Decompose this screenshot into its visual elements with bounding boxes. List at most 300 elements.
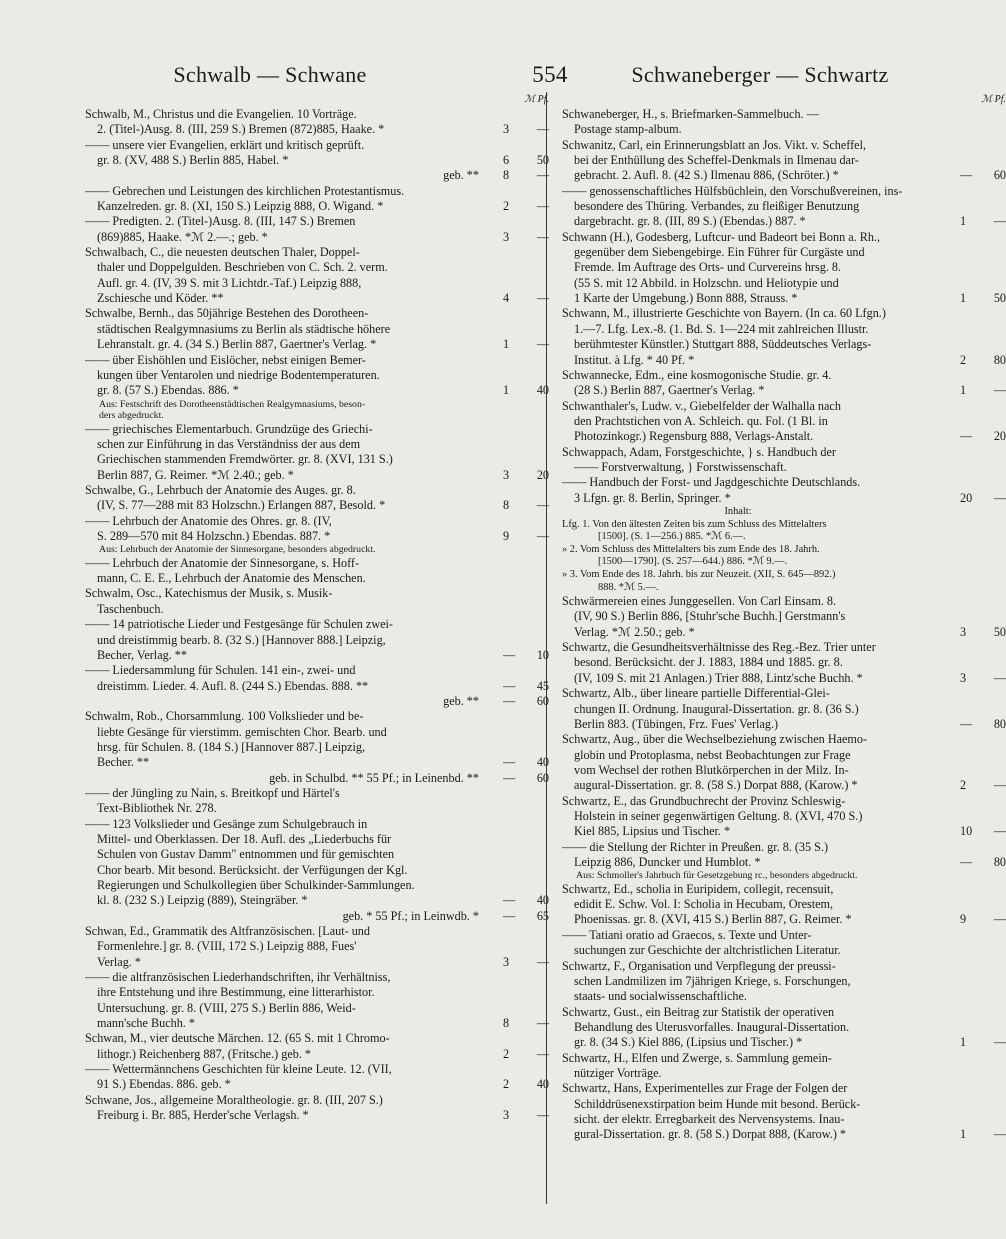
running-head-left: Schwalb — Schwane — [173, 62, 367, 87]
entry-line: 1 Karte der Umgebung.) Bonn 888, Strauss. * — [574, 291, 798, 306]
price-pfennig: — — [993, 912, 1006, 927]
price-marks: 8 — [503, 168, 510, 183]
entry-line: Chor bearb. Mit besond. Berücksicht. der Verfügungen der Kgl. — [97, 862, 408, 877]
entry-price — [954, 168, 1006, 183]
entry-line: [1500—1790]. (S. 257—644.) 886. *ℳ 9.—. — [598, 556, 788, 568]
price-marks: 3 — [503, 122, 510, 137]
price-marks: — — [960, 716, 973, 731]
catalog-entry — [85, 970, 549, 1031]
price-pfennig: — — [536, 1108, 549, 1123]
entry-line: schen Landmilizen im 7jährigen Kriege, s. Forschungen, — [574, 973, 851, 988]
entry-price — [497, 648, 549, 663]
entry-line: (IV, S. 77—288 mit 83 Holzschn.) Erlangen 887, Besold. * — [97, 498, 386, 513]
entry-line: —— Wettermännchens Geschichten für kleine Leute. 12. (VII, — [85, 1062, 392, 1077]
entry-price — [497, 1047, 549, 1062]
entry-line: Schwannecke, Edm., eine kosmogonische Studie. gr. 4. — [562, 367, 832, 382]
catalog-entry — [85, 786, 541, 817]
entry-line: Schwartz, F., Organisation und Verpflegung der preussi- — [562, 958, 836, 973]
catalog-entry — [562, 107, 962, 138]
entry-line: —— Lehrbuch der Anatomie der Sinnesorgane, s. Hoff- — [85, 555, 360, 570]
price-pfennig: 60 — [993, 168, 1006, 183]
entry-line: Regierungen und Schulkollegien über Schulkinder-Sammlungen. — [97, 878, 415, 892]
entry-line: Kanzelreden. gr. 8. (XI, 150 S.) Leipzig 888, O. Wigand. * — [97, 199, 384, 214]
entry-line: —— Gebrechen und Leistungen des kirchlichen Protestantismus. — [85, 183, 405, 198]
entry-line: » 3. Vom Ende des 18. Jahrh. bis zur Neuzeit. (XII, S. 645—892.) — [562, 568, 836, 580]
catalog-entry — [85, 513, 549, 545]
entry-line: besond. Berücksicht. der J. 1883, 1884 und 1885. gr. 8. — [574, 655, 843, 670]
entry-line: Berlin 887, G. Reimer. *ℳ 2.40.; geb. * — [97, 467, 294, 482]
catalog-entry — [562, 686, 1006, 732]
entry-line: —— genossenschaftliches Hülfsbüchlein, den Vorschußvereinen, ins- — [562, 183, 903, 198]
entry-line: gegenüber dem Siebengebirge. Ein Führer für Curgäste und — [574, 245, 865, 260]
entry-line: Behandlung des Uterusvorfalles. Inaugural-Dissertation. — [574, 1019, 850, 1034]
catalog-entry — [562, 959, 962, 1005]
catalog-entry — [85, 352, 549, 399]
entry-line: Becher. ** — [97, 755, 150, 770]
entry-price — [954, 671, 1006, 686]
price-marks: 3 — [960, 670, 967, 685]
entry-price — [497, 771, 549, 786]
entry-line: lithogr.) Reichenberg 887, (Fritsche.) geb. * — [97, 1046, 312, 1061]
price-marks: 3 — [960, 624, 967, 639]
entry-line: Aus: Schmoller's Jahrbuch für Gesetzgebung rc., besonders abgedruckt. — [576, 870, 858, 882]
price-pfennig: — — [536, 122, 549, 137]
entry-line: liebte Gesänge für vierstimm. gemischten Chor. Bearb. und — [97, 724, 387, 739]
entry-line: edidit E. Schw. Vol. I: Scholia in Hecubam, Orestem, — [574, 897, 834, 912]
entry-line: ders abgedruckt. — [99, 410, 164, 422]
entry-line: Kiel 885, Lipsius und Tischer. * — [574, 824, 731, 839]
entry-line: bei der Enthüllung des Scheffel-Denkmals in Ilmenau dar- — [574, 153, 859, 168]
entry-line: (55 S. mit 12 Abbild. in Holzschn. und Heliotypie und — [574, 275, 839, 290]
entry-line: —— die Stellung der Richter in Preußen. gr. 8. (35 S.) — [562, 839, 829, 854]
catalog-entry — [85, 482, 549, 514]
entry-line: Schwartz, Ed., scholia in Euripidem, collegit, recensuit, — [562, 881, 834, 896]
price-pfennig: 65 — [536, 908, 549, 923]
entry-price — [954, 383, 1006, 398]
price-pfennig: 80 — [993, 716, 1006, 731]
price-marks: 2 — [960, 352, 967, 367]
catalog-entry — [562, 367, 1006, 399]
price-marks: 8 — [503, 498, 510, 513]
entry-line: mann, C. E. E., Lehrbuch der Anatomie des Menschen. — [97, 571, 366, 586]
entry-line: 91 S.) Ebendas. 886. geb. * — [97, 1077, 231, 1092]
entry-price — [497, 529, 549, 544]
catalog-entry — [85, 693, 549, 709]
entry-line: —— Predigten. 2. (Titel-)Ausg. 8. (III, 147 S.) Bremen — [85, 214, 356, 229]
price-marks: — — [503, 755, 516, 770]
entry-price — [954, 824, 1006, 839]
entry-line: Institut. à Lfg. * 40 Pf. * — [574, 352, 695, 367]
entry-line: nütziger Vorträge. — [574, 1065, 662, 1080]
price-pfennig: 60 — [536, 770, 549, 785]
page-number: 554 — [532, 62, 568, 87]
catalog-entry — [562, 306, 1006, 367]
price-marks: 2 — [503, 1046, 510, 1061]
entry-line: Schwaneberger, H., s. Briefmarken-Sammelbuch. — — [562, 107, 819, 121]
price-pfennig: — — [536, 528, 549, 543]
price-pfennig: — — [993, 214, 1006, 229]
entry-line: Schwane, Jos., allgemeine Moraltheologie. gr. 8. (III, 207 S.) — [85, 1092, 383, 1107]
entry-price — [497, 1077, 549, 1092]
price-pfennig: 50 — [536, 153, 549, 168]
catalog-entry — [562, 928, 962, 959]
entry-line: ihre Entstehung und ihre Bestimmung, eine litterarhistor. — [97, 985, 375, 1000]
entry-line: Mittel- und Oberklassen. Der 18. Aufl. des „Liederbuchs für — [97, 831, 392, 846]
price-pfennig: — — [993, 824, 1006, 839]
entry-line: Schwartz, Aug., über die Wechselbeziehung zwischen Haemo- — [562, 732, 868, 747]
entry-line: Formenlehre.] gr. 8. (VIII, 172 S.) Leipzig 888, Fues' — [97, 939, 357, 954]
entry-line: Schwartz, H., Elfen und Zwerge, s. Sammlung gemein- — [562, 1050, 832, 1065]
price-pfennig: — — [536, 229, 549, 244]
price-pfennig: — — [993, 1127, 1006, 1142]
price-marks: 2 — [503, 1077, 510, 1092]
entry-line: (IV, 109 S. mit 21 Anlagen.) Trier 888, Lintz'sche Buchh. * — [574, 670, 863, 685]
entry-line: dreistimm. Lieder. 4. Aufl. 8. (244 S.) Ebendas. 888. ** — [97, 678, 369, 693]
entry-line: —— griechisches Elementarbuch. Grundzüge des Griechi- — [85, 421, 373, 436]
price-marks: 1 — [960, 1127, 967, 1142]
entry-line: (IV, 90 S.) Berlin 886, [Stuhr'sche Buchh.] Gerstmann's — [574, 609, 846, 624]
price-pfennig: — — [536, 954, 549, 969]
price-marks: 1 — [503, 383, 510, 398]
entry-line: Schwartz, Gust., ein Beitrag zur Statistik der operativen — [562, 1004, 835, 1019]
entry-line: Leipzig 886, Duncker und Humblot. * — [574, 854, 761, 869]
price-pfennig: — — [993, 670, 1006, 685]
entry-price — [497, 168, 549, 183]
entry-line: Schulen von Gustav Damm" entnommen und für gemischten — [97, 847, 395, 862]
entry-price — [497, 909, 549, 924]
entry-line: thaler und Doppelgulden. Beschrieben von C. Sch. 2. verm. — [97, 260, 388, 275]
entry-line: hrsg. für Schulen. 8. (184 S.) [Hannover 887.] Leipzig, — [97, 739, 366, 754]
entry-price — [954, 625, 1006, 640]
entry-price — [954, 1035, 1006, 1050]
entry-line: Freiburg i. Br. 885, Herder'sche Verlagsh. * — [97, 1108, 309, 1123]
entry-note — [85, 399, 541, 422]
price-pfennig: 40 — [536, 755, 549, 770]
catalog-entry — [85, 663, 549, 694]
entry-price — [497, 291, 549, 306]
entry-line: Untersuchung. gr. 8. (VIII, 275 S.) Berlin 886, Weid- — [97, 1000, 356, 1015]
price-pfennig: 60 — [536, 693, 549, 708]
catalog-entry — [562, 594, 1006, 640]
catalog-entry — [562, 1081, 1006, 1142]
entry-line: 888. *ℳ 5.—. — [598, 581, 659, 593]
price-marks: 3 — [503, 229, 510, 244]
entry-line: vom Wechsel der rothen Blutkörperchen in der Milz. In- — [574, 762, 849, 777]
entry-line: Schwann (H.), Godesberg, Luftcur- und Badeort bei Bonn a. Rh., — [562, 229, 881, 244]
price-pfennig: — — [536, 1046, 549, 1061]
price-pfennig: — — [536, 291, 549, 306]
entry-line: Becher, Verlag. ** — [97, 647, 187, 662]
entry-line: —— Forstverwaltung, } Forstwissenschaft. — [574, 459, 787, 474]
entry-price — [497, 383, 549, 398]
catalog-entry — [562, 640, 1006, 686]
price-pfennig: 50 — [993, 291, 1006, 306]
price-marks: 2 — [503, 199, 510, 214]
entry-line: Schwalb, M., Christus und die Evangelien. 10 Vorträge. — [85, 107, 357, 121]
price-marks: 3 — [503, 954, 510, 969]
price-marks: 1 — [960, 1035, 967, 1050]
entry-line: gebracht. 2. Aufl. 8. (42 S.) Ilmenau 886, (Schröter.) * — [574, 168, 839, 183]
entry-line: Zschiesche und Köder. ** — [97, 291, 224, 306]
entry-line: Schwartz, die Gesundheitsverhältnisse des Reg.-Bez. Trier unter — [562, 640, 876, 655]
entry-price — [954, 429, 1006, 444]
entry-price — [497, 955, 549, 970]
price-pfennig: 80 — [993, 352, 1006, 367]
catalog-entry — [85, 168, 549, 183]
entry-price — [497, 230, 549, 245]
entry-line: und dreistimmig bearb. 8. (32 S.) [Hannover 888.] Leipzig, — [97, 632, 386, 647]
catalog-entry — [562, 881, 1006, 928]
entry-price — [954, 912, 1006, 927]
catalog-entry — [85, 214, 549, 245]
price-marks: — — [503, 770, 516, 785]
entry-price — [954, 1127, 1006, 1142]
entry-line: —— unsere vier Evangelien, erklärt und kritisch geprüft. — [85, 137, 365, 152]
price-pfennig: — — [536, 337, 549, 352]
entry-line: (869)885, Haake. *ℳ 2.—.; geb. * — [97, 229, 268, 244]
entry-price — [497, 1108, 549, 1123]
catalog-entry — [85, 709, 549, 770]
price-pfennig: 10 — [536, 647, 549, 662]
entry-line: Griechischen stammenden Fremdwörter. gr. 8. (XVI, 131 S.) — [97, 452, 393, 467]
entry-line: augural-Dissertation. gr. 8. (58 S.) Dorpat 888, (Karow.) * — [574, 778, 858, 793]
price-unit-label: ℳ Pf. — [981, 94, 1006, 105]
entry-line: gr. 8. (XV, 488 S.) Berlin 885, Habel. * — [97, 153, 289, 168]
entry-line: Schwalbach, C., die neuesten deutschen Thaler, Doppel- — [85, 245, 360, 260]
catalog-entry — [85, 816, 549, 909]
entry-line: Phoenissas. gr. 8. (XVI, 415 S.) Berlin 887, G. Reimer. * — [574, 912, 852, 927]
price-pfennig: 40 — [536, 1077, 549, 1092]
entry-line: suchungen zur Geschichte der altchristlichen Literatur. — [574, 943, 841, 958]
entry-line: —— der Jüngling zu Nain, s. Breitkopf und Härtel's — [85, 785, 340, 800]
entry-price — [954, 717, 1006, 732]
entry-line: Schwartz, Hans, Experimentelles zur Frage der Folgen der — [562, 1081, 848, 1096]
entry-note — [85, 544, 541, 556]
entry-line: —— 123 Volkslieder und Gesänge zum Schulgebrauch in — [85, 816, 368, 831]
price-pfennig: 50 — [993, 624, 1006, 639]
entry-price — [954, 214, 1006, 229]
price-marks: 1 — [503, 337, 510, 352]
entry-line: » 2. Vom Schluss des Mittelalters bis zum Ende des 18. Jahrh. — [562, 543, 820, 555]
entry-line: mann'sche Buchh. * — [97, 1016, 195, 1031]
entry-line: den Prachtstichen von A. Schleich. qu. Fol. (1 Bl. in — [574, 413, 828, 428]
entry-note — [562, 870, 962, 882]
entry-price — [497, 337, 549, 352]
entry-line: sicht. der elektr. Erregbarkeit des Nervensystems. Inau- — [574, 1111, 845, 1126]
entry-line: Postage stamp-album. — [574, 122, 682, 137]
price-marks: 3 — [503, 1108, 510, 1123]
price-marks: 2 — [960, 778, 967, 793]
entry-line: Holstein in seiner gegenwärtigen Geltung. 8. (XVI, 470 S.) — [574, 808, 863, 823]
catalog-entry — [562, 445, 962, 476]
entry-line: [1500]. (S. 1—256.) 885. *ℳ 6.—. — [598, 531, 746, 543]
entry-line: geb. ** — [443, 168, 479, 183]
price-marks: 1 — [960, 383, 967, 398]
entry-line: Lehranstalt. gr. 4. (34 S.) Berlin 887, Gaertner's Verlag. * — [97, 337, 377, 352]
price-marks: — — [960, 168, 973, 183]
entry-line: Schwappach, Adam, Forstgeschichte, } s. Handbuch der — [562, 444, 836, 459]
price-marks: 4 — [503, 291, 510, 306]
price-marks: 20 — [960, 490, 973, 505]
entry-line: Aus: Lehrbuch der Anatomie der Sinnesorgane, besonders abgedruckt. — [99, 544, 376, 556]
price-marks: — — [503, 647, 516, 662]
entry-line: geb. * 55 Pf.; in Leinwdb. * — [342, 908, 479, 923]
entry-line: Text-Bibliothek Nr. 278. — [97, 801, 217, 816]
entry-line: geb. in Schulbd. ** 55 Pf.; in Leinenbd. ** — [269, 770, 479, 785]
entry-line: Taschenbuch. — [97, 601, 164, 616]
entry-line: dargebracht. gr. 8. (III, 89 S.) (Ebendas.) 887. * — [574, 214, 806, 229]
entry-line: 3 Lfgn. gr. 8. Berlin, Springer. * — [574, 490, 731, 505]
catalog-entry — [85, 245, 549, 306]
entry-line: —— über Eishöhlen und Eislöcher, nebst einigen Bemer- — [85, 352, 366, 367]
entry-line: Schilddrüsenexstirpation beim Hunde mit besond. Berück- — [574, 1096, 861, 1111]
entry-price — [497, 199, 549, 214]
entry-line: Schwartz, E., das Grundbuchrecht der Provinz Schleswig- — [562, 793, 846, 808]
entry-line: globin und Protoplasma, nebst Beobachtungen zur Frage — [574, 747, 851, 762]
entry-line: gr. 8. (57 S.) Ebendas. 886. * — [97, 383, 239, 398]
entry-line: berühmtester Künstler.) Stuttgart 888, Süddeutsches Verlags- — [574, 337, 872, 352]
price-pfennig: 45 — [536, 678, 549, 693]
price-pfennig: — — [993, 490, 1006, 505]
entry-price — [954, 778, 1006, 793]
entry-price — [497, 893, 549, 908]
catalog-entry — [85, 908, 549, 924]
price-marks: 1 — [960, 291, 967, 306]
price-marks: 3 — [503, 467, 510, 482]
price-pfennig: — — [993, 383, 1006, 398]
entry-line: —— Tatiani oratio ad Graecos, s. Texte und Unter- — [562, 927, 812, 942]
entry-line: Schwann, M., illustrierte Geschichte von Bayern. (In ca. 60 Lfgn.) — [562, 306, 886, 321]
entry-line: Aus: Festschrift des Dorotheenstädtischen Realgymnasiums, beson- — [99, 398, 366, 410]
price-marks: 9 — [960, 912, 967, 927]
entry-line: Schwalbe, Bernh., das 50jährige Bestehen des Dorotheen- — [85, 306, 369, 321]
entry-line: städtischen Realgymnasiums zu Berlin als städtische höhere — [97, 321, 391, 336]
entry-line: geb. ** — [443, 693, 479, 708]
price-marks: — — [503, 908, 516, 923]
price-marks: — — [503, 693, 516, 708]
entry-line: besondere des Thüring. Verbandes, zu fleißiger Benutzung — [574, 199, 860, 214]
entry-line: Fremde. Im Auftrage des Orts- und Curvereins hrsg. 8. — [574, 260, 842, 275]
catalog-entry — [85, 1062, 549, 1093]
catalog-entry — [85, 137, 549, 169]
entry-price — [497, 122, 549, 137]
entry-price — [954, 855, 1006, 870]
price-pfennig: — — [536, 168, 549, 183]
price-pfennig: — — [536, 1016, 549, 1031]
entry-line: Schwalm, Rob., Chorsammlung. 100 Volkslieder und be- — [85, 709, 364, 724]
catalog-entry — [85, 556, 541, 587]
entry-price — [497, 755, 549, 770]
catalog-entry — [85, 183, 549, 215]
price-pfennig: 80 — [993, 854, 1006, 869]
entry-line: —— Liedersammlung für Schulen. 141 ein-, zwei- und — [85, 663, 356, 678]
entry-price — [497, 1016, 549, 1031]
running-head-right: Schwaneberger — Schwartz — [631, 62, 889, 87]
catalog-entry — [85, 617, 549, 663]
price-unit-label: ℳ Pf. — [524, 94, 549, 105]
entry-line: Aufl. gr. 4. (IV, 39 S. mit 3 Lichtdr.-Taf.) Leipzig 888, — [97, 275, 362, 290]
price-pfennig: 40 — [536, 383, 549, 398]
entry-line: kungen über Ventarolen und niedrige Bodentemperaturen. — [97, 367, 380, 382]
entry-line: Inhalt: — [724, 505, 752, 517]
entry-line: Verlag. * — [97, 954, 141, 969]
entry-price — [954, 491, 1006, 506]
entry-line: —— Lehrbuch der Anatomie des Ohres. gr. 8. (IV, — [85, 513, 332, 528]
price-marks: 10 — [960, 824, 973, 839]
price-pfennig: 20 — [536, 467, 549, 482]
entry-line: chungen II. Ordnung. Inaugural-Dissertation. gr. 8. (36 S.) — [574, 701, 859, 716]
price-marks: 6 — [503, 153, 510, 168]
entry-line: gural-Dissertation. gr. 8. (58 S.) Dorpat 888, (Karow.) * — [574, 1127, 847, 1142]
catalog-entry — [562, 475, 1006, 506]
entry-price — [497, 498, 549, 513]
entry-line: Schwärmereien eines Junggesellen. Von Carl Einsam. 8. — [562, 594, 837, 609]
price-marks: 8 — [503, 1016, 510, 1031]
left-column — [85, 94, 549, 1214]
catalog-entry — [85, 770, 549, 786]
catalog-entry — [562, 793, 1006, 840]
entry-price — [954, 353, 1006, 368]
catalog-entry — [85, 421, 549, 483]
catalog-entry — [85, 1031, 549, 1062]
entry-line: Lfg. 1. Von den ältesten Zeiten bis zum Schluss des Mittelalters — [562, 518, 827, 530]
entry-line: Schwalm, Osc., Katechismus der Musik, s. Musik- — [85, 586, 333, 601]
contents-list — [562, 506, 962, 594]
catalog-entry — [85, 924, 549, 970]
entry-line: staats- und socialwissenschaftliche. — [574, 989, 747, 1004]
entry-price — [497, 694, 549, 709]
entry-line: —— die altfranzösischen Liederhandschriften, ihr Verhältniss, — [85, 970, 391, 985]
entry-line: Schwan, M., vier deutsche Märchen. 12. (65 S. mit 1 Chromo- — [85, 1031, 390, 1046]
price-marks: — — [503, 678, 516, 693]
catalog-entry — [562, 183, 1006, 230]
price-pfennig: — — [993, 778, 1006, 793]
catalog-entry — [562, 839, 1006, 871]
price-pfennig: 40 — [536, 893, 549, 908]
entry-line: Schwalbe, G., Lehrbuch der Anatomie des Auges. gr. 8. — [85, 482, 356, 497]
catalog-entry — [85, 1092, 549, 1124]
entry-line: schen zur Einführung in das Verständniss der aus dem — [97, 436, 361, 451]
entry-line: 1.—7. Lfg. Lex.-8. (1. Bd. S. 1—224 mit zahlreichen Illustr. — [574, 321, 869, 336]
entry-price — [497, 153, 549, 168]
price-pfennig: — — [536, 199, 549, 214]
entry-line: kl. 8. (232 S.) Leipzig (889), Steingräber. * — [97, 893, 308, 908]
catalog-entry — [562, 137, 1006, 184]
catalog-entry — [85, 586, 541, 617]
entry-price — [497, 679, 549, 694]
catalog-entry — [562, 398, 1006, 445]
catalog-entry — [562, 229, 1006, 307]
catalog-entry — [562, 1051, 962, 1082]
price-marks: — — [503, 893, 516, 908]
entry-line: Schwanthaler's, Ludw. v., Giebelfelder der Walhalla nach — [562, 398, 841, 413]
entry-line: —— 14 patriotische Lieder und Festgesänge für Schulen zwei- — [85, 617, 393, 632]
price-pfennig: — — [993, 1035, 1006, 1050]
catalog-entry — [85, 306, 549, 352]
entry-line: S. 289—570 mit 84 Holzschn.) Ebendas. 887. * — [97, 528, 331, 543]
catalog-entry — [562, 732, 1006, 793]
entry-line: Photozinkogr.) Regensburg 888, Verlags-Anstalt. — [574, 429, 814, 444]
price-marks: — — [960, 429, 973, 444]
entry-line: (28 S.) Berlin 887, Gaertner's Verlag. * — [574, 383, 765, 398]
entry-line: 2. (Titel-)Ausg. 8. (III, 259 S.) Bremen (872)885, Haake. * — [97, 122, 385, 137]
price-marks: 9 — [503, 528, 510, 543]
entry-price — [497, 468, 549, 483]
entry-line: Schwartz, Alb., über lineare partielle Differential-Glei- — [562, 686, 830, 701]
entry-price — [954, 291, 1006, 306]
entry-line: Verlag. *ℳ 2.50.; geb. * — [574, 624, 695, 639]
entry-line: gr. 8. (34 S.) Kiel 886, (Lipsius und Tischer.) * — [574, 1035, 803, 1050]
